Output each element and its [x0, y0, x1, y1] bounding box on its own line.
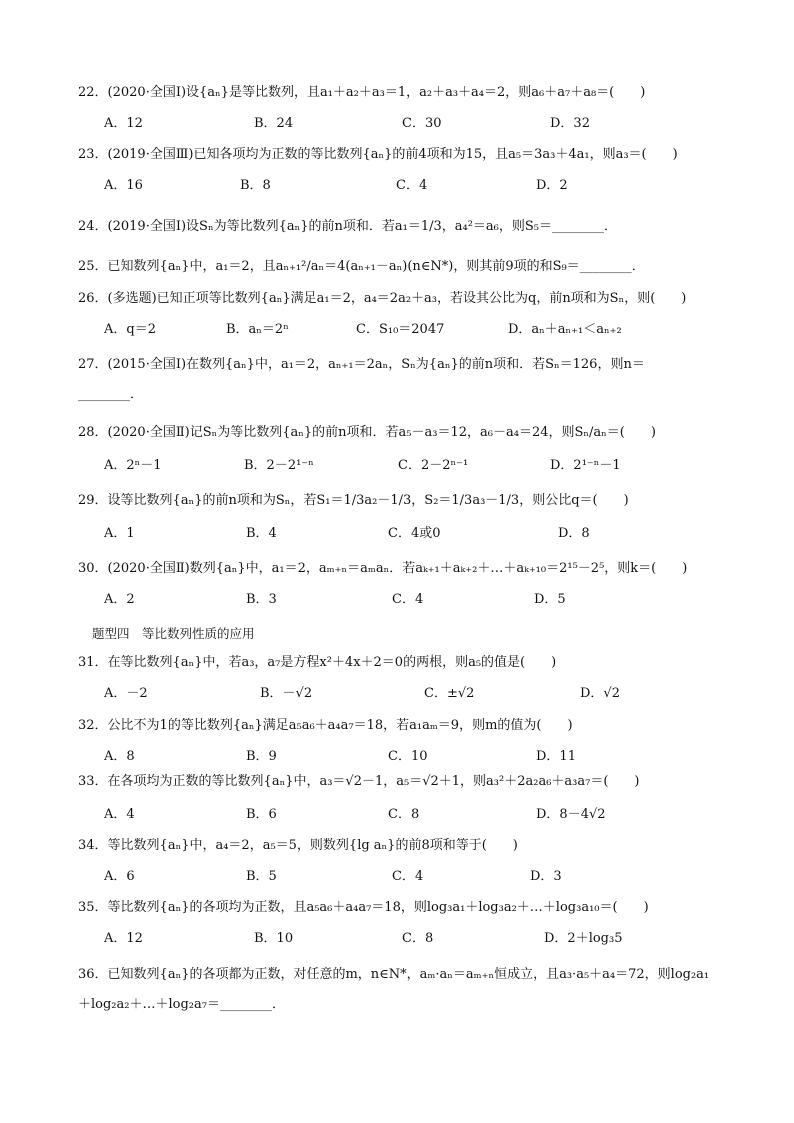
option-a: A．6 [104, 869, 135, 884]
problem-29-options [104, 525, 724, 543]
problem-26: 26．(多选题)已知正项等比数列{aₙ}满足a₁＝2，a₄＝2a₂＋a₃，若设其公比为q，前n项和为Sₙ，则( ) [78, 291, 687, 306]
option-c: C．4 [392, 869, 424, 884]
option-c: C．8 [388, 807, 420, 822]
option-c: C．S₁₀＝2047 [356, 322, 445, 337]
problem-27: 27．(2015·全国Ⅰ)在数列{aₙ}中，a₁＝2，aₙ₊₁＝2aₙ，Sₙ为{aₙ}的前n项和．若Sₙ＝126，则n＝ [78, 357, 645, 372]
option-a: A．2 [104, 592, 135, 607]
option-a: A．4 [104, 807, 135, 822]
option-b: B．2－2¹⁻ⁿ [244, 458, 314, 473]
option-d: D．2＋log₃5 [544, 931, 623, 946]
problem-30: 30．(2020·全国Ⅱ)数列{aₙ}中，a₁＝2，aₘ₊ₙ＝aₘaₙ．若aₖ₊₁＋aₖ₊₂＋…＋aₖ₊₁₀＝2¹⁵－2⁵，则k＝( ) [78, 561, 688, 576]
option-a: A．8 [104, 749, 135, 764]
option-b: B．8 [240, 178, 271, 193]
problem-34-options [104, 868, 724, 886]
problem-32: 32．公比不为1的等比数列{aₙ}满足a₅a₆＋a₄a₇＝18，若a₁aₘ＝9，则m的值为( ) [78, 718, 573, 733]
problem-28: 28．(2020·全国Ⅱ)记Sₙ为等比数列{aₙ}的前n项和．若a₅－a₃＝12，a₆－a₄＝24，则Sₙ/aₙ＝( ) [78, 425, 656, 440]
option-a: A．12 [104, 116, 143, 131]
problem-28-options [104, 457, 724, 475]
option-c: C．8 [402, 931, 434, 946]
section-title: 题型四 等比数列性质的应用 [92, 626, 255, 641]
problem-36: 36．已知数列{aₙ}的各项都为正数，对任意的m，n∈N*，aₘ·aₙ＝aₘ₊ₙ恒成立，且a₃·a₅＋a₄＝72，则log₂a₁ [78, 967, 710, 982]
problem-31: 31．在等比数列{aₙ}中，若a₃，a₇是方程x²＋4x＋2＝0的两根，则a₅的值是( ) [78, 655, 557, 670]
problem-33-options [104, 806, 724, 824]
option-b: B．4 [246, 526, 277, 541]
option-b: B．10 [254, 931, 294, 946]
problem-22-options [104, 115, 724, 133]
option-a: A．16 [104, 178, 143, 193]
option-c: C．±√2 [424, 686, 475, 701]
option-d: D．8－4√2 [536, 807, 606, 822]
option-d: D．aₙ＋aₙ₊₁＜aₙ₊₂ [508, 322, 622, 337]
problem-22: 22．(2020·全国Ⅰ)设{aₙ}是等比数列，且a₁＋a₂＋a₃＝1，a₂＋a₃＋a₄＝2，则a₆＋a₇＋a₈＝( ) [78, 85, 646, 100]
option-b: B．9 [246, 749, 277, 764]
problem-26-options [104, 321, 724, 339]
option-b: B．aₙ＝2ⁿ [226, 322, 289, 337]
option-b: B．24 [254, 116, 294, 131]
option-d: D．3 [530, 869, 562, 884]
option-d: D．11 [536, 749, 576, 764]
option-c: C．4 [392, 592, 424, 607]
option-a: A．－2 [104, 686, 148, 701]
problem-35: 35．等比数列{aₙ}的各项均为正数，且a₅a₆＋a₄a₇＝18，则log₃a₁＋log₃a₂＋…＋log₃a₁₀＝( ) [78, 900, 649, 915]
option-c: C．30 [402, 116, 442, 131]
option-c: C．2－2ⁿ⁻¹ [398, 458, 469, 473]
option-d: D．5 [534, 592, 566, 607]
problem-33: 33．在各项均为正数的等比数列{aₙ}中，a₃＝√2－1，a₅＝√2＋1，则a₃²＋2a₂a₆＋a₃a₇＝( ) [78, 774, 640, 789]
problem-27-continued: ________． [78, 387, 144, 402]
problem-34: 34．等比数列{aₙ}中，a₄＝2，a₅＝5，则数列{lg aₙ}的前8项和等于( ) [78, 838, 518, 853]
problem-23-options [104, 177, 724, 195]
option-c: C．4或0 [388, 526, 441, 541]
problem-32-options [104, 748, 724, 766]
option-a: A．12 [104, 931, 143, 946]
problem-29: 29．设等比数列{aₙ}的前n项和为Sₙ，若S₁＝1/3a₂－1/3，S₂＝1/3a₃－1/3，则公比q＝( ) [78, 493, 629, 508]
option-b: B．－√2 [260, 686, 313, 701]
problem-30-options [104, 591, 724, 609]
option-d: D．32 [550, 116, 590, 131]
problem-35-options [104, 930, 724, 948]
option-a: A．1 [104, 526, 135, 541]
option-c: C．4 [396, 178, 428, 193]
problem-23: 23．(2019·全国Ⅲ)已知各项均为正数的等比数列{aₙ}的前4项和为15，且a₅＝3a₃＋4a₁，则a₃＝( ) [78, 147, 678, 162]
problem-31-options [104, 685, 724, 703]
option-b: B．3 [246, 592, 277, 607]
option-b: B．6 [246, 807, 277, 822]
option-a: A．q＝2 [104, 322, 156, 337]
option-a: A．2ⁿ－1 [104, 458, 162, 473]
option-c: C．10 [388, 749, 428, 764]
option-d: D．√2 [580, 686, 620, 701]
problem-24: 24．(2019·全国Ⅰ)设Sₙ为等比数列{aₙ}的前n项和．若a₁＝1/3，a₄²＝a₆，则S₅＝________． [78, 219, 617, 234]
option-d: D．2¹⁻ⁿ－1 [550, 458, 621, 473]
option-d: D．8 [558, 526, 590, 541]
option-b: B．5 [246, 869, 277, 884]
option-d: D．2 [536, 178, 568, 193]
problem-25: 25．已知数列{aₙ}中，a₁＝2，且aₙ₊₁²/aₙ＝4(aₙ₊₁－aₙ)(n∈N*)，则其前9项的和S₉＝________． [78, 259, 645, 274]
problem-36-continued: ＋log₂a₂＋…＋log₂a₇＝________． [78, 997, 285, 1012]
